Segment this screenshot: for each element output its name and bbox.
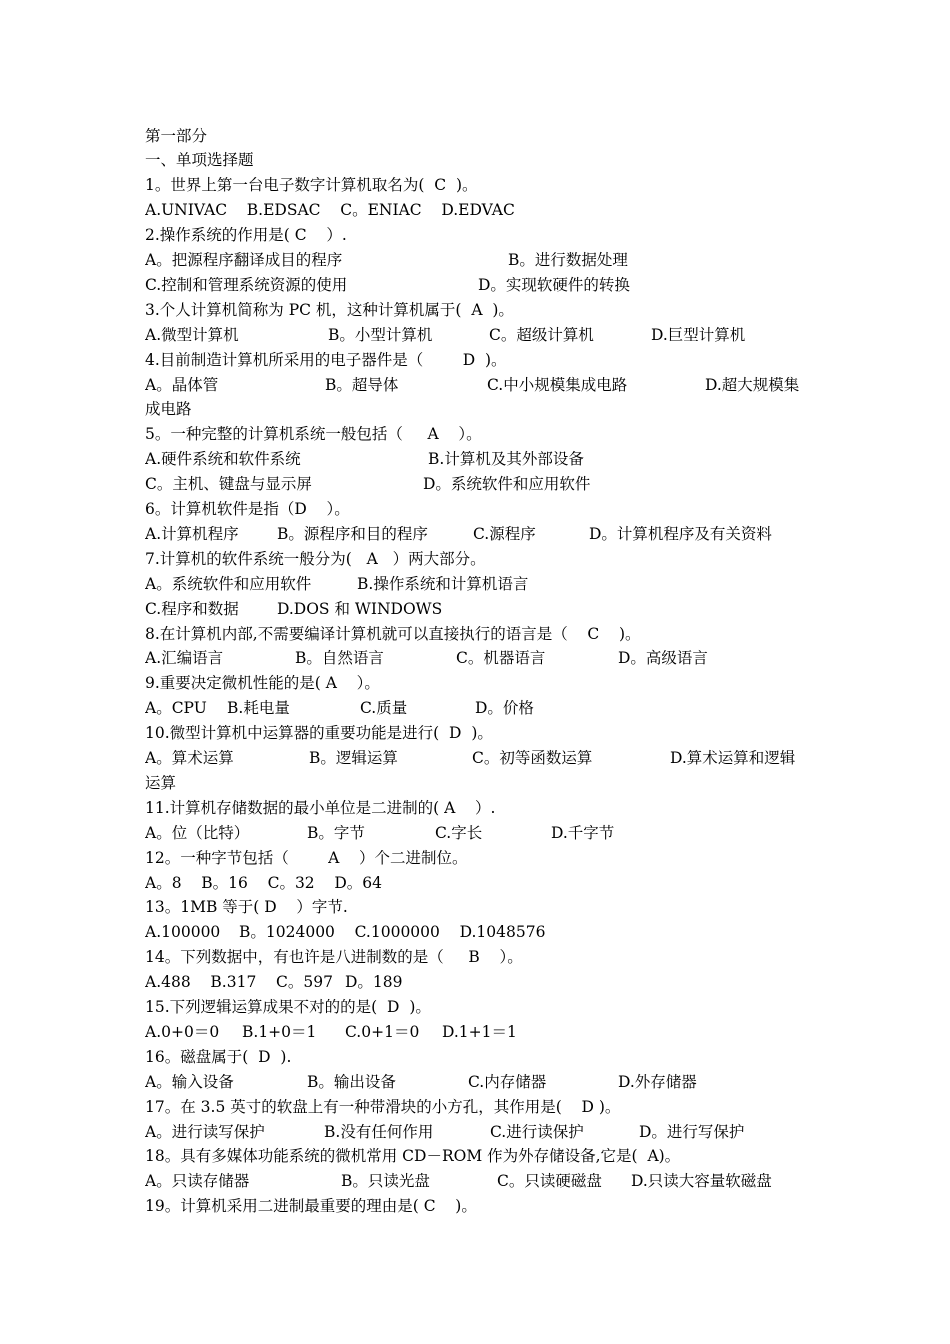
line-text: 5。一种完整的计算机系统一般包括（ A ）。 [145,425,482,444]
option-text: C。只读硬磁盘 [497,1172,602,1191]
option-text: B。进行数据处理 [508,251,628,269]
option-text: A.硬件系统和软件系统 [145,450,301,469]
option-text: C.内存储器 [468,1072,547,1091]
option-text: B.耗电量 [227,699,290,718]
line-text: 12。一种字节包括（ A ）个二进制位。 [145,848,468,867]
text-line [145,323,815,348]
option-text: C.进行读保护 [490,1122,584,1141]
text-line [145,995,815,1020]
option-text: D.超大规模集 [705,375,800,394]
text-line [145,622,815,647]
option-text: B。自然语言 [295,649,384,668]
option-text: A。晶体管 [145,375,219,394]
option-text: C。机器语言 [456,649,546,668]
line-text: 14。下列数据中，有也许是八进制数的是（ B ）。 [145,948,523,967]
option-text: D。系统软件和应用软件 [423,475,591,494]
text-line [145,472,815,497]
option-text: D。实现软硬件的转换 [478,275,630,294]
text-line [145,945,815,970]
text-line [145,1144,815,1169]
option-text: D.1+1＝1 [442,1022,517,1041]
option-text: A。系统软件和应用软件 [145,574,312,593]
option-text: D。价格 [475,699,534,718]
text-line [145,970,815,995]
option-text: B.1+0＝1 [242,1022,317,1041]
line-text: 13。1MB 等于( D ）字节. [145,898,348,917]
option-text: A。输入设备 [145,1072,234,1091]
text-line [145,1045,815,1070]
text-line [145,1194,815,1219]
line-text: 第一部分 [145,126,208,145]
text-line [145,547,815,572]
option-text: D.只读大容量软磁盘 [631,1172,772,1191]
line-text: 18。具有多媒体功能系统的微机常用 CD－ROM 作为外存储设备,它是( A)。 [145,1147,681,1166]
line-text: 10.微型计算机中运算器的重要功能是进行( D )。 [145,724,493,743]
option-text: B。输出设备 [307,1072,396,1091]
text-line [145,572,815,597]
option-text: B。字节 [307,823,365,842]
text-line [145,646,815,671]
line-text: 7.计算机的软件系统一般分为( A ）两大部分。 [145,549,486,568]
text-line [145,148,815,173]
text-line [145,1169,815,1194]
text-line [145,597,815,622]
option-text: B。只读光盘 [341,1172,430,1191]
option-text: A。位（比特） [145,823,250,842]
option-text: B.计算机及其外部设备 [428,450,584,469]
option-text: D.算术运算和逻辑 [670,749,796,767]
line-text: 1。世界上第一台电子数字计算机取名为( C )。 [145,176,478,195]
text-line [145,124,815,149]
option-text: D.巨型计算机 [651,325,746,344]
line-text: 11.计算机存储数据的最小单位是二进制的( A ）. [145,798,496,817]
line-text: 4.目前制造计算机所采用的电子器件是（ D )。 [145,350,507,369]
text-line [145,746,815,771]
option-text: C.程序和数据 [145,599,239,618]
text-line [145,895,815,920]
option-text: B。1024000 C.1000000 D.1048576 [239,923,546,942]
line-text: 17。在 3.5 英寸的软盘上有一种带滑块的小方孔，其作用是( D )。 [145,1097,621,1116]
option-text: A。CPU [145,699,207,718]
text-line [145,721,815,746]
line-text: 一、单项选择题 [145,151,254,170]
line-text: 6。计算机软件是指（D ）。 [145,500,350,518]
text-line [145,1120,815,1145]
option-text: A。把源程序翻译成目的程序 [145,251,343,269]
line-text: A。8 B。16 C。32 D。64 [145,873,383,892]
line-text: 运算 [145,773,177,792]
text-line [145,198,815,223]
option-text: A.100000 [145,923,221,942]
text-line [145,920,815,945]
text-line [145,671,815,696]
option-text: D。进行写保护 [639,1122,745,1141]
option-text: D。计算机程序及有关资料 [589,524,772,543]
option-text: B.操作系统和计算机语言 [357,574,529,593]
line-text: 8.在计算机内部,不需要编译计算机就可以直接执行的语言是（ C )。 [145,624,641,643]
text-line [145,1070,815,1095]
option-text: C。初等函数运算 [472,749,593,767]
option-text: A.汇编语言 [145,649,224,668]
option-text: A.微型计算机 [145,325,239,344]
text-line [145,1020,815,1045]
option-text: C.0+1＝0 [345,1022,420,1041]
text-line [145,373,815,398]
text-line [145,497,815,522]
text-line [145,397,815,422]
text-line [145,796,815,821]
line-text: 19。计算机采用二进制最重要的理由是( C )。 [145,1197,477,1216]
option-text: C。超级计算机 [489,325,594,344]
option-text: D。189 [345,973,403,992]
option-text: D.DOS 和 WINDOWS [277,599,443,618]
text-line [145,522,815,547]
option-text: A。算术运算 [145,749,234,767]
line-text: 15.下列逻辑运算成果不对的的是( D )。 [145,998,431,1016]
text-line [145,447,815,472]
text-line [145,298,815,323]
option-text: A.计算机程序 [145,524,239,543]
text-line [145,348,815,373]
option-text: A。进行读写保护 [145,1122,265,1141]
option-text: C。主机、键盘与显示屏 [145,475,312,494]
text-line [145,223,815,248]
line-text: A.UNIVAC B.EDSAC C。ENIAC D.EDVAC [145,201,515,220]
text-line [145,821,815,846]
option-text: B.没有任何作用 [324,1122,434,1141]
text-line [145,871,815,896]
text-line [145,173,815,198]
option-text: D.千字节 [551,823,615,842]
line-text: 2.操作系统的作用是( C ）. [145,226,347,245]
text-line [145,771,815,796]
option-text: C.源程序 [473,524,536,543]
line-text: 成电路 [145,400,192,419]
option-text: A.488 B.317 C。597 [145,973,333,992]
option-text: A.0+0＝0 [145,1022,220,1041]
option-text: D。高级语言 [618,649,708,668]
text-line [145,248,815,273]
option-text: B。源程序和目的程序 [277,524,428,543]
option-text: B。逻辑运算 [309,749,398,767]
option-text: C.字长 [435,823,483,842]
option-text: D.外存储器 [618,1072,697,1091]
option-text: C.中小规模集成电路 [487,375,628,394]
text-line [145,422,815,447]
line-text: 9.重要决定微机性能的是( A ）。 [145,674,380,693]
text-line [145,846,815,871]
line-text: 16。磁盘属于( D ). [145,1047,292,1066]
option-text: C.控制和管理系统资源的使用 [145,275,348,294]
option-text: C.质量 [360,699,408,718]
text-line [145,273,815,298]
option-text: B。超导体 [325,375,399,394]
option-text: B。小型计算机 [328,325,433,344]
option-text: A。只读存储器 [145,1172,250,1191]
line-text: 3.个人计算机简称为 PC 机，这种计算机属于( A )。 [145,300,514,319]
text-line [145,696,815,721]
text-line [145,1095,815,1120]
